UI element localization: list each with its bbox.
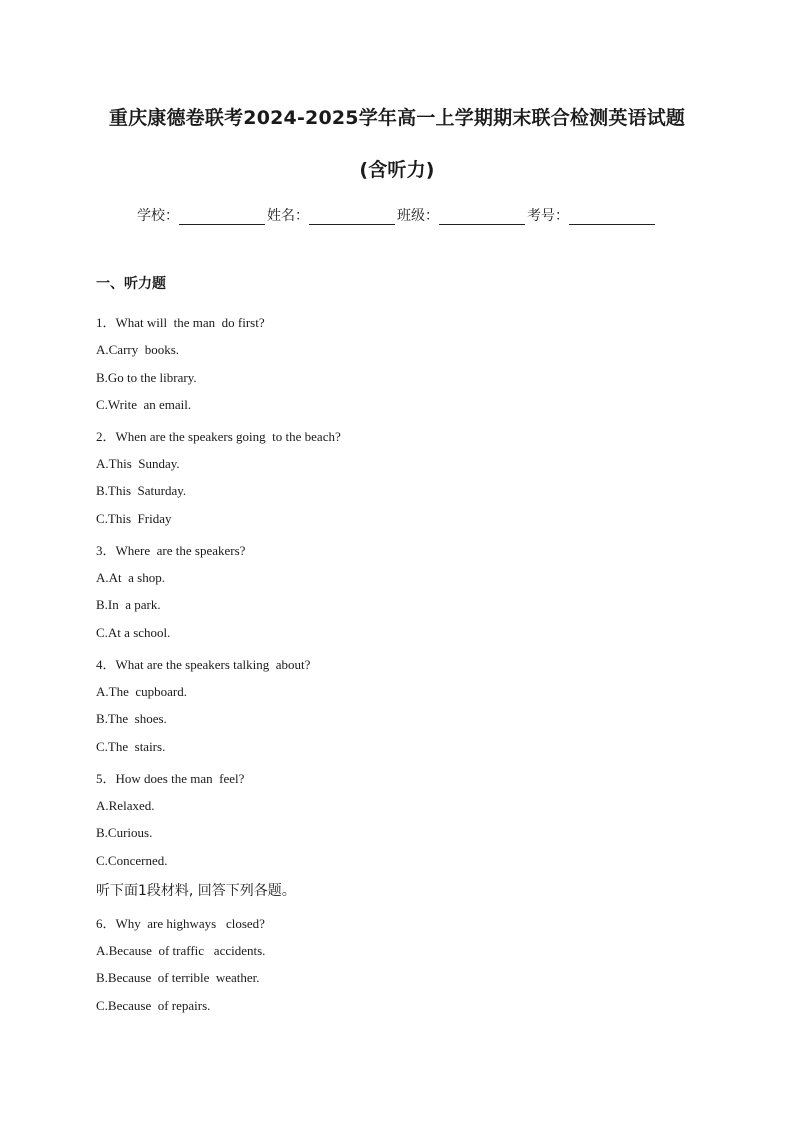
name-blank[interactable] [309,210,395,225]
name-field [267,205,397,225]
name-label: 姓名： [267,208,309,224]
school-blank[interactable] [179,210,265,225]
question-3-option-a: A.At a shop. [96,570,165,585]
exam-title: 重庆康德卷联考2024-2025学年高一上学期期末联合检测英语试题 [108,107,686,129]
exam-number-label: 考号： [527,208,569,224]
question-6-option-c: C.Because of repairs. [96,998,211,1013]
school-field [137,205,267,225]
school-label: 学校： [137,208,179,224]
question-3-option-b: B.In a park. [96,597,161,612]
question-5-option-a: A.Relaxed. [96,798,155,813]
exam-number-blank[interactable] [569,210,655,225]
question-4-option-a: A.The cupboard. [96,684,187,699]
question-2-option-b: B.This Saturday. [96,483,187,498]
exam-number-field [527,205,657,225]
listening-instruction: 听下面1段材料, 回答下列各题。 [96,883,296,899]
question-4-option-c: C.The stairs. [96,739,166,754]
question-3-option-c: C.At a school. [96,625,171,640]
question-1-stem: 1．What will the man do first? [96,315,265,330]
question-2-option-a: A.This Sunday. [96,456,180,471]
student-info-row [0,205,794,225]
question-3-stem: 3．Where are the speakers? [96,543,246,558]
question-4-stem: 4．What are the speakers talking about? [96,657,311,672]
question-2-option-c: C.This Friday [96,511,172,526]
question-4-option-b: B.The shoes. [96,711,167,726]
question-5-option-c: C.Concerned. [96,853,168,868]
question-1-option-c: C.Write an email. [96,397,192,412]
question-1-option-a: A.Carry books. [96,342,180,357]
class-label: 班级： [397,208,439,224]
question-2-stem: 2．When are the speakers going to the beach? [96,429,341,444]
class-field [397,205,527,225]
question-6-option-a: A.Because of traffic accidents. [96,943,266,958]
question-5-stem: 5．How does the man feel? [96,771,245,786]
question-5-option-b: B.Curious. [96,825,153,840]
class-blank[interactable] [439,210,525,225]
question-6-stem: 6．Why are highways closed? [96,916,265,931]
section-heading-listening: 一、听力题 [96,276,166,292]
question-1-option-b: B.Go to the library. [96,370,197,385]
exam-subtitle: (含听力) [359,159,435,181]
question-6-option-b: B.Because of terrible weather. [96,970,260,985]
